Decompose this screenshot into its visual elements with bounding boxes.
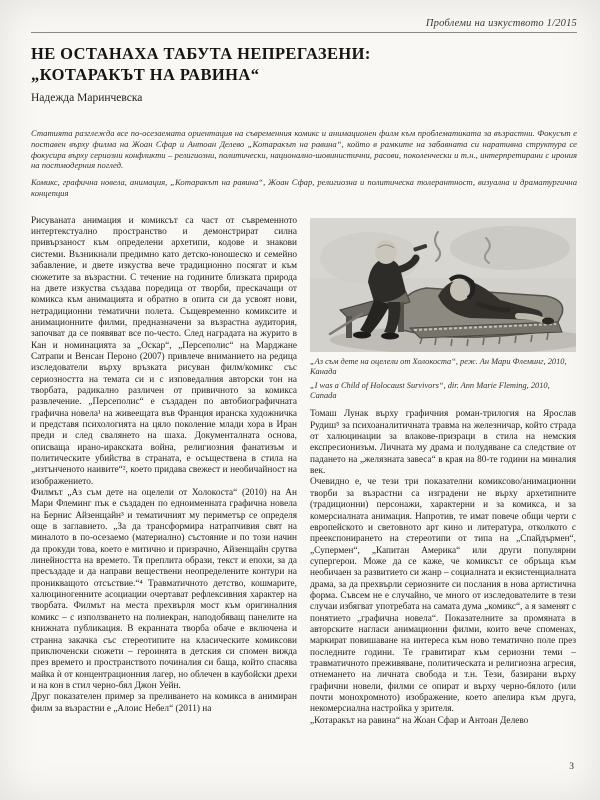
article-abstract: Статията разглежда все по-осезаемата ориентация на съвременния комикс и анимационен филм към проблематиката за възрастни. Фокусът е поставен върху филма на Жоан Сфар и Антоан Делево „Котаракът на равина“, който в рамките на забавната си наративна структура се фокусира върху сериозни конфликти – религиозни, политически, национално-шовинистични, расови, поколенчески и т.н., интерпретирани с ирония на постмодерния поглед. [31, 128, 577, 171]
paragraph: „Котаракът на равина“ на Жоан Сфар и Антоан Делево [310, 715, 529, 726]
article-title-line1: НЕ ОСТАНАХА ТАБУТА НЕПРЕГАЗЕНИ: [31, 44, 371, 63]
article-title-line2: „КОТАРАКЪТ НА РАВИНА“ [31, 65, 260, 84]
film-still-illustration [310, 218, 576, 352]
right-column [310, 216, 576, 727]
article-keywords: Комикс, графична новела, анимация, „Котаракът на равина“, Жоан Сфар, религиозна и политическа толерантност, визуална и драматургична концепция [31, 177, 577, 198]
article-body [31, 216, 577, 727]
paragraph: Филмът „Аз съм дете на оцелели от Холокоста“ (2010) на Ан Мари Флеминг пък е създаден по едноименната графична новела на Бернис Айзенщайн³ и тематичният му периметър се определя още в заглавието. „За да трансформира натрапчивия свят на миналото в по-осезаемо (материално) състояние и по този начин да прокуди това, което е митично и призрачно, Айзенщайн срутва линейността на времето. Тя преплита образи, текст и епохи, за да пресъздаде и да направи веществени неопределените контури на проникващото отсъствие.“⁴ Травматичното детство, кошмарите, халюциногенните асоциации очертават рефлексивния характер на творбата. Филмът на места прехвърля мост към оригиналния комикс – с използването на полиекран, наподобяващ панелите на книжната публикация. В екранната творба обаче е включена и странна закачка със стереотипите на класическите комиксови приключенски сюжети – героинята в детския си спомен вижда през времето и пространството починалия си баща, който спасява майка ѝ от концентрационния лагер, но облечен в каубойски дрехи и на кон в стил черно-бял Джон Уейн. [31, 488, 297, 691]
article-title [31, 43, 577, 85]
page-number: 3 [569, 762, 574, 772]
paragraph: Томаш Лунак върху графичния роман-трилогия на Ярослав Рудиш⁵ за психоаналитичната травма на железничар, който страда от халюцинации за влакове-призраци в стила на немския експресионизъм. Личната му драма и полудяване са следствие от падането на „желязната завеса“ в края на 80-те години на миналия век. [310, 409, 576, 477]
figure-caption-bg: „Аз съм дете на оцелели от Холокоста“, реж. Ан Мари Флеминг, 2010, Канада [310, 356, 567, 377]
journal-header: Проблеми на изкуството 1/2015 [425, 18, 577, 29]
header-rule [31, 32, 577, 33]
paragraph: Друг показателен пример за преливането на комикса в анимиран филм за възрастни е „Алоис Небел“ (2011) на [31, 692, 297, 714]
article-figure [310, 218, 576, 402]
article-author: Надежда Маринчевска [31, 92, 143, 104]
paragraph: Рисуваната анимация и комиксът са част от съвременното интертекстуално пространство и демонстрират силна привързаност към определени архетипи, кодове и знакови системи. Възникнали предимно като детско-юношеско и семейно забавление, и двете изкуства вече традиционно посягат и към сюжетите за възрастни. С течение на годините близката природа на двете изкуства създава поредица от творби, прескачащи от комикса към анимацията и обратно в опита си да усвоят нови, нетрадиционни тематични полета. Същевременно комиксите и анимационните филми, предназначени за възрастна аудитория, започват да се появяват все по-често. След наградата на журито в Кан и номинацията за „Оскар“, „Персеполис“ на Марджане Сатрапи и Венсан Пероно (2007) привлече вниманието на редица изследователи върху връзката рисуван филм/комикс със сериозността на темата си и с изповедалния авторски тон на творбата, радикално различен от привичното за комикса развлечение. „Персеполис“ е създаден по автобиографичната графична новела¹ на живеещата във Франция иранска художничка и представя психологията на цяло поколение млади хора в Иран преди и след свалянето на шаха. Документалната основа, описваща ирано-иракската война, религиозния фанатизъм и политическите убийства в страната, е осъществена в стила на „изтънченото наивите“², което придава свежест и необичайност на изображението. [31, 215, 297, 487]
figure-captions [310, 357, 576, 402]
left-column [31, 216, 297, 727]
paragraph: Очевидно е, че тези три показателни комиксово/анимационни творби за възрастни са изградени не върху архетипните (традиционни) персонажи, характерни и за комикса, и за комерсиалната анимация. Напротив, те имат повече общи черти с европейското и световното арт кино и литература, отколкото с преекспонирането на стереотипи от типа на „Спайдърмен“, „Супермен“, „Капитан Америка“ или други популярни супергерои. Може да се каже, че комиксът се обръща към необичаен за развитието си жанр – социалната и екзистенциалната драма, за да прехвърли сериозните си послания в нова артистична форма. Съвсем не е случайно, че много от изследователите в тези случаи избягват употребата на самата дума „комикс“, а я заменят с понятието „графична новела“. Показателните за промяната в авторските нагласи анимационни филми, които вече споменах, маркират повишаване на интереса към ново тематично поле през последните години. Те гравитират към сериозни теми – травматичното преживяване, политическата и религиозна агресия, отнемането на личната свобода и т.н. Тези, базирани върху графични новели, филми се опират и върху черно-бялото (или почти монохромното) изображение, което апелира към друга, некомерсиална настройка у зрителя. [310, 477, 576, 715]
figure-caption-en: „I was a Child of Holocaust Survivors“, dir. Ann Marie Fleming, 2010, Canada [310, 380, 550, 400]
